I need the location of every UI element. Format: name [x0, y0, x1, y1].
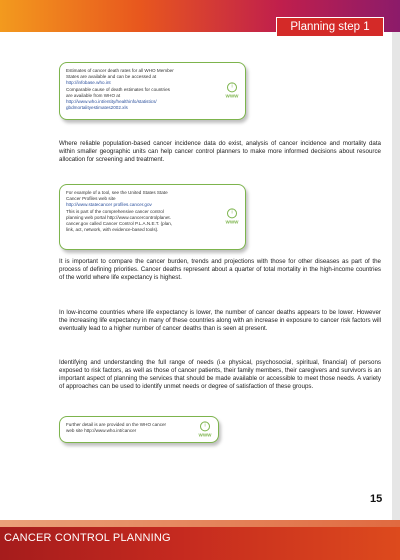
www-icon: i WWW	[225, 209, 239, 225]
note-link[interactable]: gbdmortalityestimates2002.xls	[66, 105, 128, 111]
note-link[interactable]: http://www.who.int/entity/healthinfo/statistics/	[66, 99, 157, 105]
footer-title: CANCER CONTROL PLANNING	[4, 532, 171, 544]
note-line: planning web portal http://www.cancercontrolplanet.	[66, 214, 171, 220]
globe-icon: i	[227, 82, 237, 92]
paragraph-low-income-countries: In low-income countries where life expectancy is lower, the number of cancer deaths appears to be lower. However the increasing life expectancy in many of these countries along with an increase in exposure to cancer risk factors will eventually lead to a higher number of cancer deaths than is seen at present.	[59, 309, 381, 333]
note-line: Cancer Profiles web site	[66, 196, 116, 202]
note-line: are available from WHO at	[66, 92, 121, 98]
paragraph-incidence-data: Where reliable population-based cancer incidence data do exist, analysis of cancer incidence and mortality data within smaller geographic units can help cancer control planners to make more informed decisions about resource allocation for screening and treatment.	[59, 140, 381, 164]
note-line: For example of a tool, see the United States State	[66, 190, 168, 195]
www-icon: i WWW	[198, 421, 212, 437]
web-note-who-cancer	[59, 416, 219, 443]
note-line: This is part of the comprehensive cancer control	[66, 208, 164, 214]
note-line: cancer.gov called Cancer Control P.L.A.N.E.T. (plan,	[66, 221, 173, 227]
web-note-death-rates	[59, 62, 246, 120]
footer-stripe	[0, 520, 400, 527]
planning-step-tab: Planning step 1	[276, 17, 384, 37]
note-line: Estimates of cancer death rates for all WHO Member	[66, 68, 174, 73]
note-line: link, act, network, with evidence-based tools).	[66, 227, 159, 233]
note-line: States are available and can be accessed at	[66, 74, 157, 80]
note-text	[66, 422, 188, 434]
note-link[interactable]: http://www.statecancer profiles.cancer.gov	[66, 202, 152, 208]
note-line: web site http://www.who.int/cancer	[66, 428, 137, 434]
globe-icon: i	[200, 421, 210, 431]
www-icon: i WWW	[225, 83, 239, 99]
note-line: Further detail is are provided on the WHO cancer	[66, 422, 167, 427]
web-note-state-profiles	[59, 184, 246, 250]
note-line: Comparable cause of death estimates for countries	[66, 86, 170, 92]
paragraph-cancer-burden: It is important to compare the cancer burden, trends and projections with those for other diseases as part of the process of defining priorities. Cancer deaths represent about a quarter of total mortality in the high-income countries of the world where life expectancy is highest.	[59, 258, 381, 282]
note-text	[66, 68, 215, 111]
page-edge-shadow	[392, 32, 400, 520]
note-link[interactable]: http://infobase.who.int	[66, 80, 111, 86]
paragraph-identifying-needs: Identifying and understanding the full range of needs (i.e physical, psychosocial, spiritual, financial) of persons exposed to risk factors, as well as those of cancer patients, their family members, their caregivers and survivors is an important aspect of planning the services that should be made available or accessible to meet those needs. A variety of approaches can be used to identify unmet needs or degree of satisfaction of these groups.	[59, 359, 381, 391]
page-number: 15	[370, 493, 383, 505]
globe-icon: i	[227, 208, 237, 218]
note-text	[66, 190, 215, 233]
